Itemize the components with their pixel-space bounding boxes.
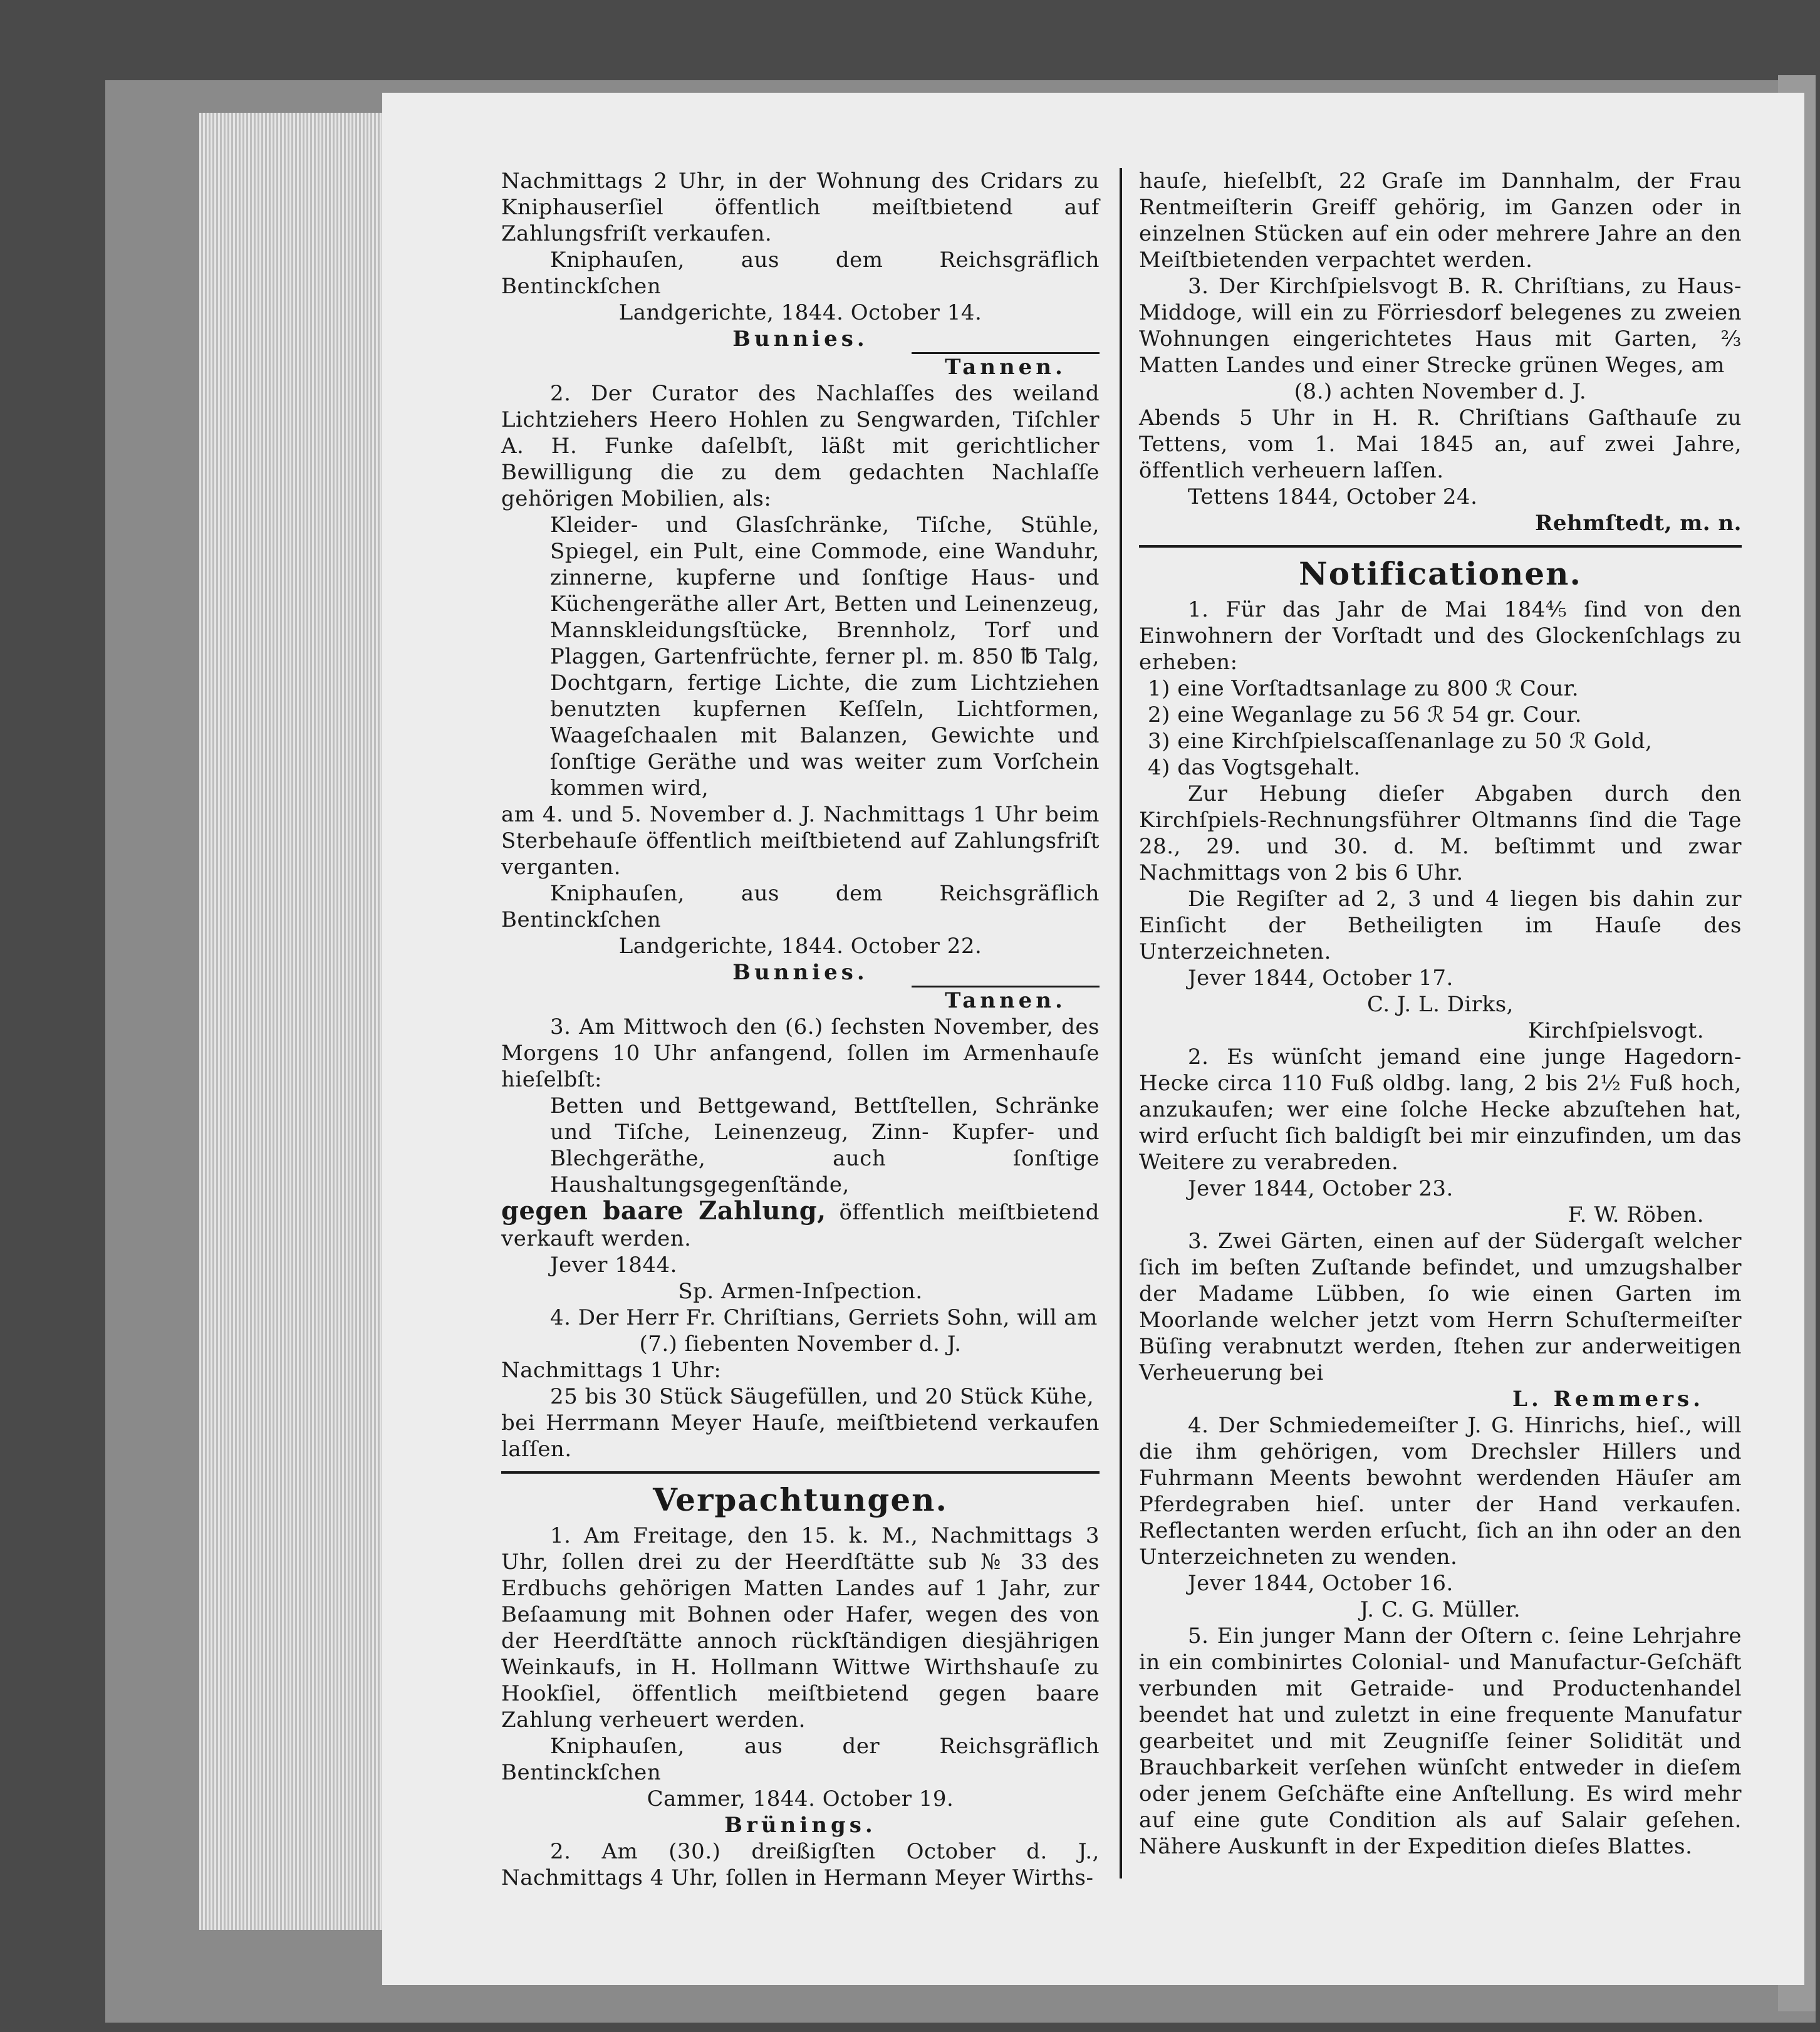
pacht-1-place: Kniphauſen, aus der Reichsgräflich Bentinckſchen (501, 1734, 1100, 1785)
pacht-3-signature: Rehmſtedt, m. n. (1535, 511, 1742, 536)
notif-1-item-1: 1) eine Vorſtadtsanlage zu 800 ℛ Cour. (1148, 676, 1579, 701)
column-divider (1120, 168, 1122, 1878)
entry-2-items: Kleider- und Glasſchränke, Tiſche, Stühle, Spiegel, ein Pult, eine Commode, eine Wanduhr, zinnerne, kupferne und ſonſtige Haus- und Küchengeräthe aller Art, Betten und Leinenzeug, Mannskleidungsſtücke, Brennholz, Torf und Plaggen, Gartenfrüchte, ferner pl. m. 850 ℔ Talg, Dochtgarn, fertige Lichte, die zum Lichtziehen benutzten kupfernen Keſſeln, Lichtformen, Waageſchaalen mit Balanzen, Gewichte und ſonſtige Geräthe und was weiter zum Vorſchein kommen wird, (550, 513, 1100, 801)
entry-2-sig-2: Tannen. (912, 986, 1100, 1014)
entry-3-terms (501, 1198, 1100, 1252)
entry-4-time: Nachmittags 1 Uhr: (501, 1358, 722, 1383)
notif-1-item-3: 3) eine Kirchſpielscaſſenanlage zu 50 ℛ Gold, (1148, 729, 1653, 754)
entry-1-sig-2: Tannen. (912, 352, 1100, 380)
entry-2-signatures-2 (501, 986, 1100, 1014)
notif-2-text: 2. Es wünſcht jemand eine junge Hagedorn-Hecke circa 110 Fuß oldbg. lang, 2 bis 2½ Fuß hoch, anzukaufen; wer eine ſolche Hecke abzuſtehen hat, wird erſucht ſich baldigſt bei mir einzufinden, um das Weitere zu verabreden. (1139, 1045, 1742, 1175)
pacht-3-date-line: (8.) achten November d. J. (1294, 379, 1587, 404)
right-column (1139, 168, 1742, 1860)
entry-3-date: Jever 1844. (550, 1253, 677, 1278)
notif-4-date: Jever 1844, October 16. (1188, 1571, 1453, 1596)
notif-3-text: 3. Zwei Gärten, einen auf der Südergaſt welcher ſich im beſten Zuſtande befindet, und umzugshalber der Madame Lübben, ſo wie einen Garten im Moorlande welcher jetzt vom Herrn Schuſtermeiſter Büſing verabnutzt werden, ſtehen zur anderweitigen Verheuerung bei (1139, 1229, 1742, 1385)
pacht-3-text: 3. Der Kirchſpielsvogt B. R. Chriſtians, zu Haus-Middoge, will ein zu Förriesdorf belegenes zu zweien Wohnungen eingerichtetes Haus mit Garten, ⅔ Matten Landes und einer Strecke grünen Weges, am (1139, 274, 1742, 378)
entry-2-intro: 2. Der Curator des Nachlaſſes des weiland Lichtziehers Heero Hohlen zu Sengwarden, Tiſchler A. H. Funke daſelbſt, läßt mit gerichtlicher Bewilligung die zu dem gedachten Nachlaſſe gehörigen Mobilien, als: (501, 381, 1100, 511)
entry-1-tail-text: Nachmittags 2 Uhr, in der Wohnung des Cridars zu Kniphauserſiel öffentlich meiſtbietend auf Zahlungsfriſt verkaufen. (501, 169, 1100, 246)
notif-3-signature: L. Remmers. (1512, 1387, 1704, 1412)
entry-4-date-line: (7.) ſiebenten November d. J. (639, 1331, 962, 1357)
notif-1-signature-title: Kirchſpielsvogt. (1527, 1018, 1704, 1043)
pacht-1-court: Cammer, 1844. October 19. (647, 1786, 954, 1811)
entry-4-tail: bei Herrmann Meyer Hauſe, meiſtbietend verkaufen laſſen. (501, 1410, 1100, 1462)
entry-2-court: Landgerichte, 1844. October 22. (618, 934, 982, 959)
entry-2-sig-1: Bunnies. (732, 960, 868, 985)
section-heading-verpachtungen: Verpachtungen. (653, 1481, 948, 1518)
entry-4-items: 25 bis 30 Stück Säugefüllen, und 20 Stück Kühe, (550, 1384, 1095, 1409)
entry-1-signatures (501, 326, 1100, 352)
notif-1-item-4: 4) das Vogtsgehalt. (1148, 755, 1361, 780)
notif-1-text-3: Die Regiſter ad 2, 3 und 4 liegen bis dahin zur Einſicht der Betheiligten im Hauſe des Unterzeichneten. (1139, 887, 1742, 964)
entry-3-items: Betten und Bettgewand, Bettſtellen, Schränke und Tiſche, Leinenzeug, Zinn- Kupfer- und Blechgeräthe, auch ſonſtige Haushaltungsgegenſtände, (550, 1093, 1100, 1197)
entry-3-tail: öffentlich meiſtbietend verkauft werden. (501, 1200, 1100, 1251)
notif-2-signature: F. W. Röben. (1568, 1202, 1704, 1227)
pacht-2-continuation: hauſe, hieſelbſt, 22 Graſe im Dannhalm, der Frau Rentmeiſterin Greiff gehörig, im Ganzen oder in einzelnen Stücken auf ein oder mehrere Jahre an den Meiſtbietenden verpachtet werden. (1139, 169, 1742, 273)
notif-4-text: 4. Der Schmiedemeiſter J. G. Hinrichs, hieſ., will die ihm gehörigen, vom Drechsler Hillers und Fuhrmann Meents bewohnt werdenden Häuſer am Pferdegraben hieſ. unter der Hand verkaufen. Reflectanten werden erſucht, ſich an ihn oder an den Unterzeichneten zu wenden. (1139, 1413, 1742, 1570)
entry-4-intro: 4. Der Herr Fr. Chriſtians, Gerriets Sohn, will am (550, 1305, 1098, 1330)
entry-3-bold-phrase: gegen baare Zahlung, (501, 1196, 826, 1226)
entry-3-signature: Sp. Armen-Inſpection. (678, 1279, 923, 1304)
pacht-1-signature: Brünings. (724, 1813, 876, 1838)
notif-1-text-2: Zur Hebung dieſer Abgaben durch den Kirchſpiels-Rechnungsführer Oltmanns ſind die Tage 28., 29. und 30. d. M. beſtimmt und zwar Nachmittags von 2 bis 6 Uhr. (1139, 781, 1742, 885)
section-rule-right (1139, 545, 1742, 548)
entry-1-place: Kniphauſen, aus dem Reichsgräflich Bentinckſchen (501, 247, 1100, 299)
entry-1-court: Landgerichte, 1844. October 14. (618, 300, 982, 325)
entry-1-signatures-2 (501, 352, 1100, 380)
entry-2-place: Kniphauſen, aus dem Reichsgräflich Bentinckſchen (501, 881, 1100, 932)
entry-2-tail: am 4. und 5. November d. J. Nachmittags 1 Uhr beim Sterbehauſe öffentlich meiſtbietend auf Zahlungsfriſt verganten. (501, 802, 1100, 880)
notif-2-date: Jever 1844, October 23. (1188, 1176, 1453, 1201)
notif-4-signature: J. C. G. Müller. (1360, 1597, 1521, 1622)
pacht-3-date: Tettens 1844, October 24. (1188, 484, 1478, 509)
notif-1-item-2: 2) eine Weganlage zu 56 ℛ 54 gr. Cour. (1148, 702, 1582, 727)
pacht-3-tail: Abends 5 Uhr in H. R. Chriſtians Gaſthauſe zu Tettens, vom 1. Mai 1845 an, auf zwei Jahre, öffentlich verheuern laſſen. (1139, 405, 1742, 483)
section-rule-left (501, 1471, 1100, 1474)
pacht-2-start: 2. Am (30.) dreißigſten October d. J., Nachmittags 4 Uhr, ſollen in Hermann Meyer Wirths- (501, 1839, 1100, 1890)
section-heading-notificationen: Notificationen. (1299, 555, 1582, 592)
page-stack-edges (199, 113, 387, 1930)
entry-2-signatures (501, 959, 1100, 986)
pacht-1-text: 1. Am Freitage, den 15. k. M., Nachmittags 3 Uhr, ſollen drei zu der Heerdſtätte sub № 33 des Erdbuchs gehörigen Matten Landes auf 1 Jahr, zur Beſaamung mit Bohnen oder Hafer, wegen des von der Heerdſtätte annoch rückſtändigen diesjährigen Weinkaufs, in H. Hollmann Wittwe Wirthshauſe zu Hookſiel, öffentlich meiſtbietend gegen baare Zahlung verheuert werden. (501, 1523, 1100, 1732)
entry-1-sig-1: Bunnies. (732, 326, 868, 352)
left-column (501, 168, 1100, 1891)
notif-1-signature: C. J. L. Dirks, (1367, 992, 1514, 1017)
notif-1-date: Jever 1844, October 17. (1188, 966, 1453, 991)
entry-3-intro: 3. Am Mittwoch den (6.) ſechsten November, des Morgens 10 Uhr anfangend, ſollen im Armenhauſe hieſelbſt: (501, 1014, 1100, 1092)
notif-5-text: 5. Ein junger Mann der Oſtern c. ſeine Lehrjahre in ein combinirtes Colonial- und Manufactur-Geſchäft verbunden mit Getraide- und Productenhandel beendet hat und zuletzt in eine frequente Manufatur gearbeitet und mit Zeugniſſe ſeiner Solidität und Brauchbarkeit verſehen wünſcht entweder in dieſem oder jenem Geſchäfte eine Anſtellung. Es wird mehr auf eine gute Condition als auf Salair geſehen. Nähere Auskunft in der Expedition dieſes Blattes. (1139, 1623, 1742, 1859)
notif-1-intro: 1. Für das Jahr de Mai 184⁴⁄₅ ſind von den Einwohnern der Vorſtadt und des Glockenſchlags zu erheben: (1139, 597, 1742, 675)
